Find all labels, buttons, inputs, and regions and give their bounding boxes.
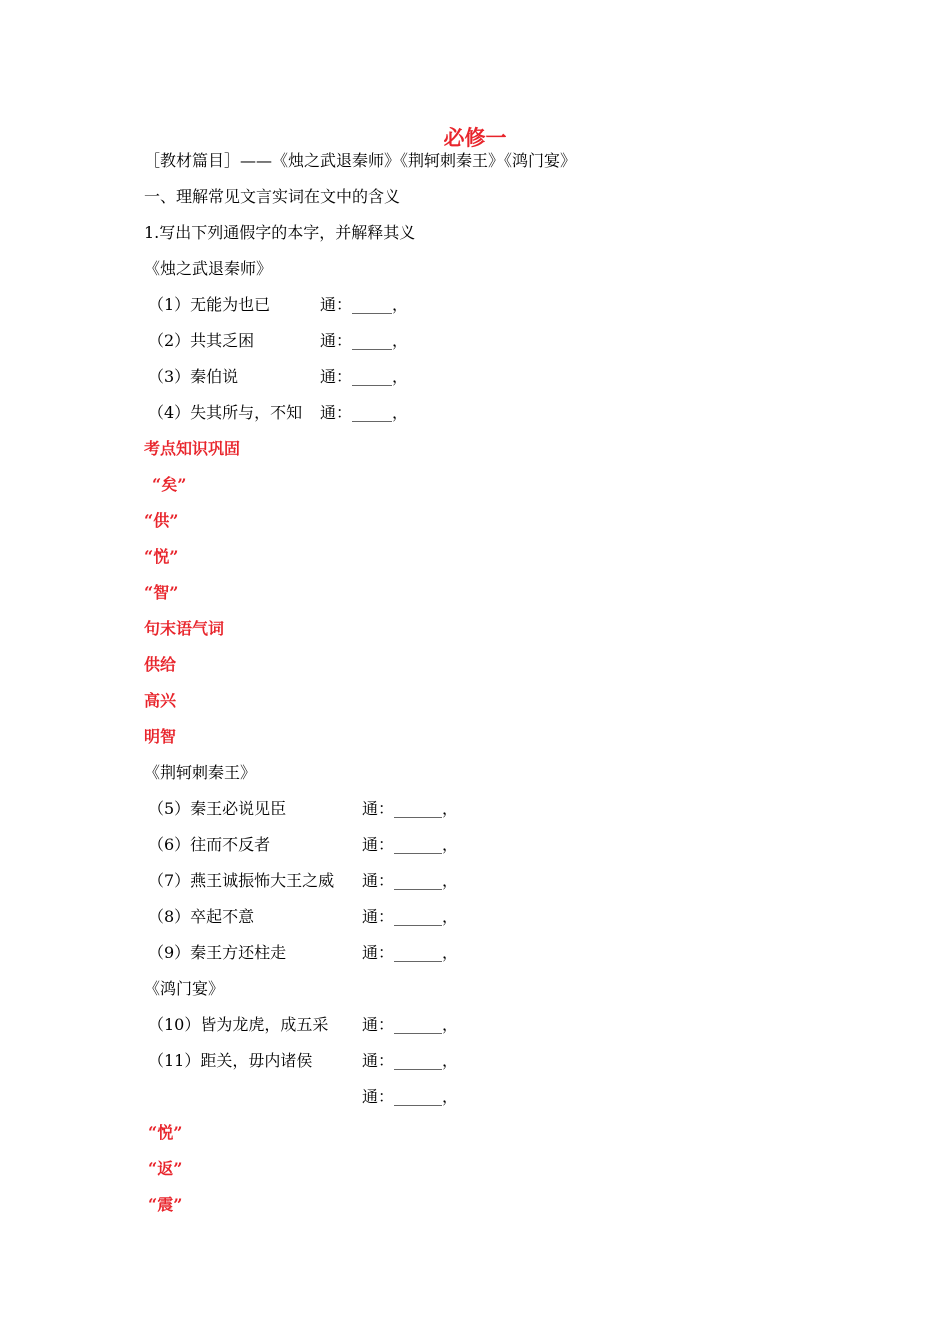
question-1: 1.写出下列通假字的本字，并解释其义	[144, 223, 416, 242]
group-c-blank-11b[interactable]: 通：______，	[362, 1087, 459, 1106]
group-b-item-8: （8）卒起不意	[148, 907, 255, 926]
group-a-blank-4[interactable]: 通：_____，	[320, 403, 409, 422]
answer-meaning-3: 高兴	[144, 691, 177, 710]
group-c-heading: 《鸿门宴》	[144, 979, 225, 998]
answer-char-1: “矣”	[152, 475, 187, 494]
group-b-item-9: （9）秦王方还柱走	[148, 943, 287, 962]
group-b-item-5: （5）秦王必说见臣	[148, 799, 287, 818]
group-b-item-6: （6）往而不反者	[148, 835, 271, 854]
answer-meaning-4: 明智	[144, 727, 177, 746]
group-b-blank-8[interactable]: 通：______，	[362, 907, 459, 926]
answer-char-4: “智”	[144, 583, 179, 602]
group-b-heading: 《荆轲刺秦王》	[144, 763, 257, 782]
group-b-blank-5[interactable]: 通：______，	[362, 799, 459, 818]
group-a-item-3: （3）秦伯说	[148, 367, 239, 386]
group-a-blank-3[interactable]: 通：_____，	[320, 367, 409, 386]
group-a-item-2: （2）共其乏困	[148, 331, 255, 350]
page-title: 必修一	[443, 126, 507, 150]
group-b-item-7: （7）燕王诚振怖大王之威	[148, 871, 335, 890]
group-b-blank-6[interactable]: 通：______，	[362, 835, 459, 854]
answers-heading: 考点知识巩固	[144, 439, 241, 458]
answer-char-b3: “震”	[148, 1195, 183, 1214]
answer-char-2: “供”	[144, 511, 179, 530]
group-c-blank-11a[interactable]: 通：______，	[362, 1051, 459, 1070]
group-c-item-10: （10）皆为龙虎，成五采	[148, 1015, 329, 1034]
group-b-blank-9[interactable]: 通：______，	[362, 943, 459, 962]
group-b-blank-7[interactable]: 通：______，	[362, 871, 459, 890]
group-a-blank-2[interactable]: 通：_____，	[320, 331, 409, 350]
group-a-item-1: （1）无能为也已	[148, 295, 271, 314]
answer-meaning-1: 句末语气词	[144, 619, 225, 638]
textbook-subtitle: ［教材篇目］——《烛之武退秦师》《荆轲刺秦王》《鸿门宴》	[144, 151, 577, 170]
group-a-item-4: （4）失其所与，不知	[148, 403, 303, 422]
group-c-item-11: （11）距关，毋内诸侯	[148, 1051, 313, 1070]
answer-char-b2: “返”	[148, 1159, 183, 1178]
group-c-blank-10[interactable]: 通：______，	[362, 1015, 459, 1034]
group-a-heading: 《烛之武退秦师》	[144, 259, 273, 278]
answer-char-b1: “悦”	[148, 1123, 183, 1142]
group-a-blank-1[interactable]: 通：_____，	[320, 295, 409, 314]
section-heading: 一、理解常见文言实词在文中的含义	[144, 187, 401, 206]
answer-meaning-2: 供给	[144, 655, 177, 674]
answer-char-3: “悦”	[144, 547, 179, 566]
